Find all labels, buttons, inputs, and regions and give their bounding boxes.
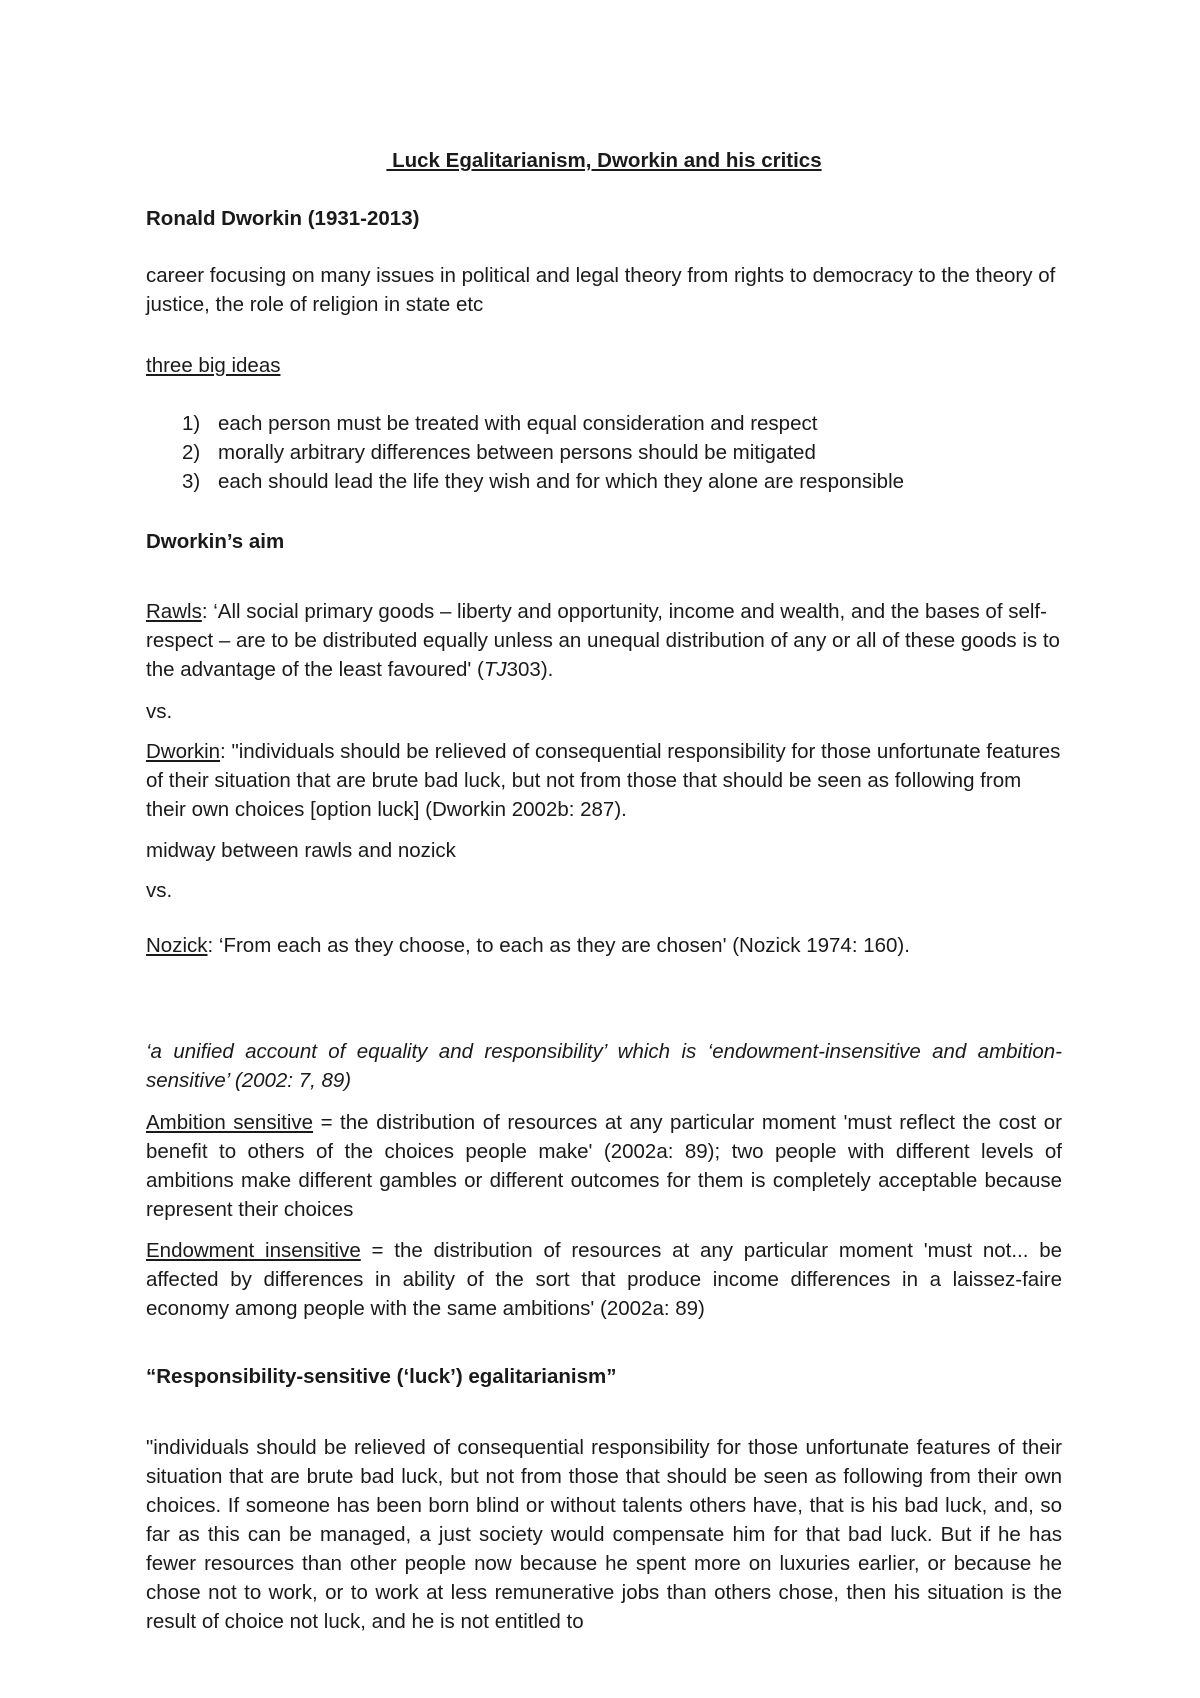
list-number: 3)	[182, 470, 201, 493]
nozick-quote: : ‘From each as they choose, to each as they are chosen' (Nozick 1974: 160).	[207, 934, 910, 957]
rawls-label: Rawls	[146, 600, 202, 623]
vs-separator: vs.	[146, 879, 173, 902]
endowment-text: = the distribution of resources at any particular moment 'must not... be affected by differences in ability of the sort that produce income differences in a laissez-faire economy among people with the same ambitions' (2002a: 89)	[146, 1239, 1062, 1320]
heading-ronald-dworkin: Ronald Dworkin (1931-2013)	[146, 207, 420, 230]
dworkin-paragraph	[146, 737, 1062, 824]
nozick-paragraph	[146, 931, 1062, 960]
rawls-paragraph	[146, 597, 1062, 684]
ambition-text: = the distribution of resources at any particular moment 'must reflect the cost or benefit to others of the choices people make' (2002a: 89); two people with different levels of ambitions make different gambles or different outcomes for them is completely acceptable because represent their choices	[146, 1111, 1062, 1221]
career-paragraph: career focusing on many issues in political and legal theory from rights to democracy to the theory of justice, the role of religion in state etc	[146, 264, 1056, 316]
list-number: 1)	[182, 412, 201, 435]
midway-note: midway between rawls and nozick	[146, 839, 456, 862]
rawls-cite: TJ	[483, 658, 507, 681]
list-text: each should lead the life they wish and for which they alone are responsible	[218, 470, 905, 493]
final-quote-paragraph: "individuals should be relieved of consequential responsibility for those unfortunate features of their situation that are brute bad luck, but not from those that should be seen as following from their own choices. If someone has been born blind or without talents others have, that is his bad luck, and, so far as this can be managed, a just society would compensate him for that bad luck. But if he has fewer resources than other people now because he spent more on luxuries earlier, or because he chose not to work, or to work at less remunerative jobs than others chose, then his situation is the result of choice not luck, and he is not entitled to	[146, 1436, 1062, 1633]
nozick-label: Nozick	[146, 934, 208, 957]
list-text: each person must be treated with equal consideration and respect	[218, 412, 818, 435]
ambition-sensitive-paragraph	[146, 1108, 1062, 1224]
ideas-heading: three big ideas	[146, 354, 281, 377]
vs-separator: vs.	[146, 700, 173, 723]
dworkin-label: Dworkin	[146, 740, 221, 763]
rawls-quote: : ‘All social primary goods – liberty and opportunity, income and wealth, and the bases of self-respect – are to be distributed equally unless an unequal distribution of any or all of these goods is to the advantage of the least favoured' (	[146, 600, 1060, 681]
ambition-label: Ambition sensitive	[146, 1111, 314, 1134]
unified-account-quote: ‘a unified account of equality and responsibility’ which is ‘endowment-insensitive and ambition-sensitive’ (2002: 7, 89)	[146, 1040, 1062, 1092]
heading-dworkins-aim: Dworkin’s aim	[146, 530, 285, 553]
list-number: 2)	[182, 441, 201, 464]
heading-responsibility-sensitive: “Responsibility-sensitive (‘luck’) egalitarianism”	[146, 1365, 617, 1388]
dworkin-quote: : "individuals should be relieved of consequential responsibility for those unfortunate features of their situation that are brute bad luck, but not from those that should be seen as following from their own choices [option luck] (Dworkin 2002b: 287).	[146, 740, 1061, 821]
list-text: morally arbitrary differences between persons should be mitigated	[218, 441, 816, 464]
rawls-cite-end: 303).	[506, 658, 554, 681]
endowment-insensitive-paragraph	[146, 1236, 1062, 1323]
document-title: Luck Egalitarianism, Dworkin and his critics	[386, 149, 822, 172]
endowment-label: Endowment insensitive	[146, 1239, 361, 1262]
